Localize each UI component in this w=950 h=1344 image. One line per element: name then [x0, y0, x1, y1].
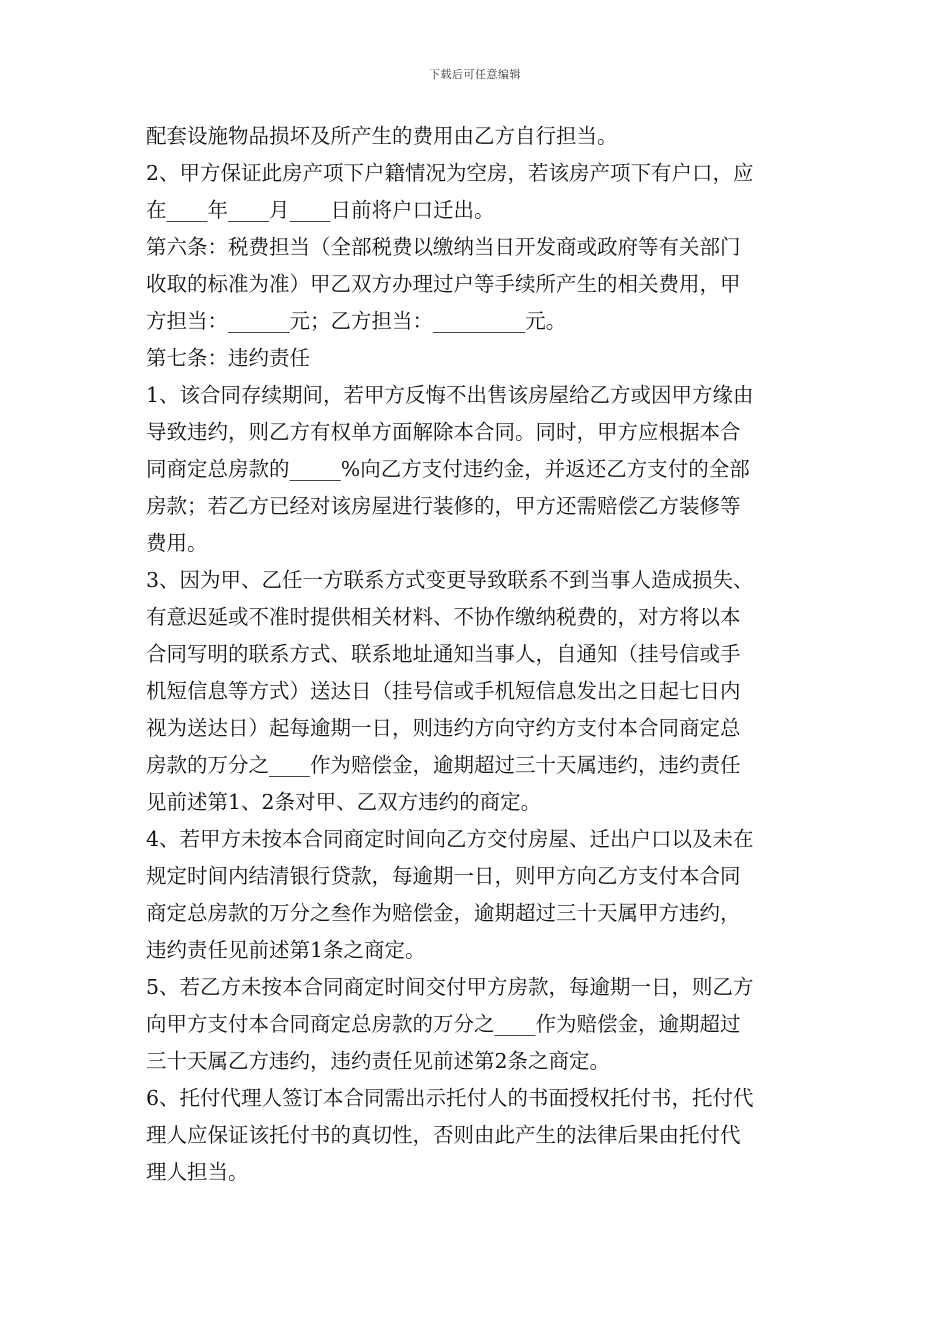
body-line-4: 第六条：税费担当（全部税费以缴纳当日开发商或政府等有关部门	[146, 235, 741, 259]
body-line-17: 视为送达日）起每逾期一日，则违约方向守约方支付本合同商定总	[146, 716, 741, 740]
body-line-8: 1、该合同存续期间，若甲方反悔不出售该房屋给乙方或因甲方缘由	[146, 383, 754, 407]
body-line-9: 导致违约，则乙方有权单方面解除本合同。同时，甲方应根据本合	[146, 420, 741, 444]
body-line-10: 同商定总房款的_____%向乙方支付违约金，并返还乙方支付的全部	[146, 457, 750, 481]
body-line-20: 4、若甲方未按本合同商定时间向乙方交付房屋、迁出户口以及未在	[146, 827, 754, 851]
body-line-28: 理人应保证该托付书的真切性，否则由此产生的法律后果由托付代	[146, 1123, 741, 1147]
body-line-18: 房款的万分之____作为赔偿金，逾期超过三十天属违约，违约责任	[146, 753, 741, 777]
body-line-27: 6、托付代理人签订本合同需出示托付人的书面授权托付书，托付代	[146, 1086, 754, 1110]
body-line-13: 3、因为甲、乙任一方联系方式变更导致联系不到当事人造成损失、	[146, 568, 754, 592]
body-line-19: 见前述第1、2条对甲、乙双方违约的商定。	[146, 790, 542, 814]
body-line-11: 房款；若乙方已经对该房屋进行装修的，甲方还需赔偿乙方装修等	[146, 494, 741, 518]
document-body	[146, 118, 810, 1191]
body-line-1: 配套设施物品损坏及所产生的费用由乙方自行担当。	[146, 124, 618, 148]
page-header-note: 下载后可任意编辑	[429, 68, 521, 81]
body-line-24: 5、若乙方未按本合同商定时间交付甲方房款，每逾期一日，则乙方	[146, 975, 754, 999]
body-line-2: 2、甲方保证此房产项下户籍情况为空房，若该房产项下有户口，应	[146, 161, 754, 185]
body-line-29: 理人担当。	[146, 1160, 249, 1184]
body-line-14: 有意迟延或不准时提供相关材料、不协作缴纳税费的，对方将以本	[146, 605, 741, 629]
body-line-15: 合同写明的联系方式、联系地址通知当事人，自通知（挂号信或手	[146, 642, 741, 666]
body-line-25: 向甲方支付本合同商定总房款的万分之____作为赔偿金，逾期超过	[146, 1012, 741, 1036]
body-line-5: 收取的标准为准）甲乙双方办理过户等手续所产生的相关费用，甲	[146, 272, 741, 296]
body-line-16: 机短信息等方式）送达日（挂号信或手机短信息发出之日起七日内	[146, 679, 741, 703]
body-line-3: 在____年____月____日前将户口迁出。	[146, 198, 495, 222]
body-line-22: 商定总房款的万分之叁作为赔偿金，逾期超过三十天属甲方违约，	[146, 901, 741, 925]
section-heading-article-7: 第七条：违约责任	[146, 346, 310, 370]
body-line-21: 规定时间内结清银行贷款，每逾期一日，则甲方向乙方支付本合同	[146, 864, 741, 888]
body-line-12: 费用。	[146, 531, 208, 555]
body-line-26: 三十天属乙方违约，违约责任见前述第2条之商定。	[146, 1049, 611, 1073]
body-line-6: 方担当：______元；乙方担当：_________元。	[146, 309, 567, 333]
body-line-23: 违约责任见前述第1条之商定。	[146, 938, 426, 962]
